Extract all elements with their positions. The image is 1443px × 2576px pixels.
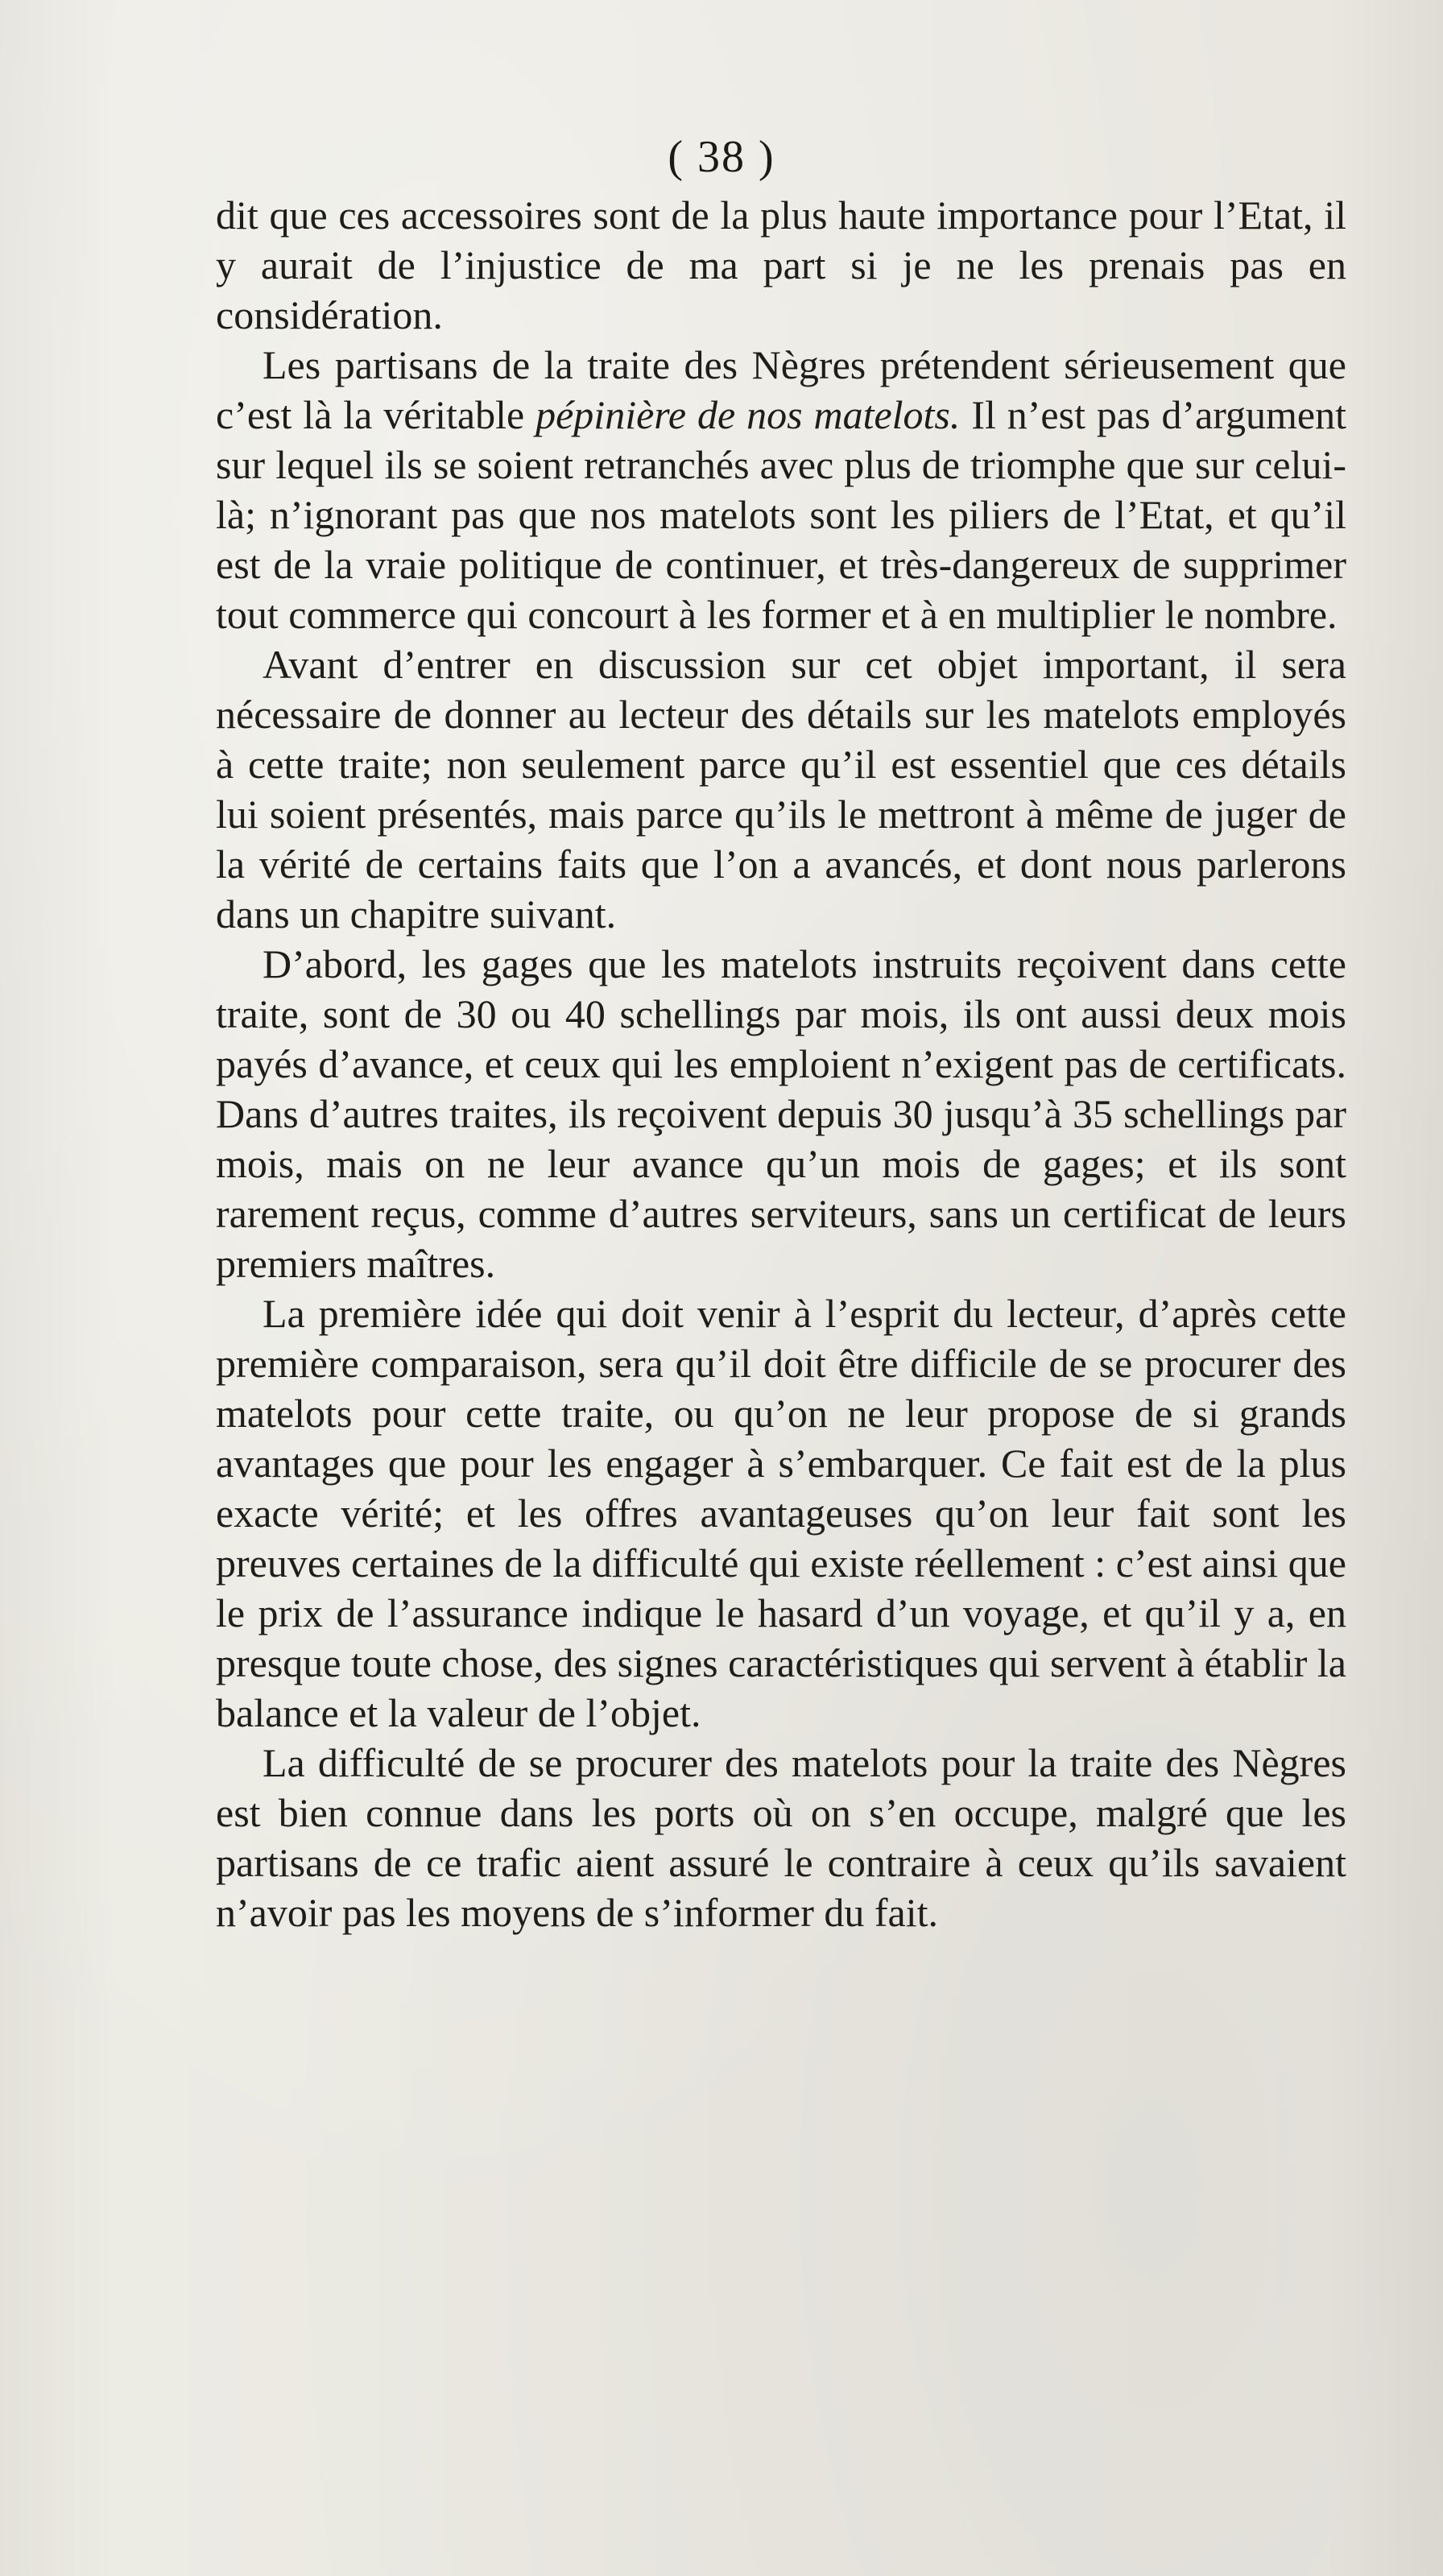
paragraph-4 (216, 939, 1346, 1288)
paragraph-2 (216, 340, 1346, 639)
paragraph-3 (216, 639, 1346, 939)
paragraph-2-italic-phrase: pépinière de nos matelots. (535, 392, 961, 437)
paragraph-2-text-a: Les partisans de la traite des Nègres prétendent sérieusement que c’est là la véritable (216, 342, 1346, 437)
paragraph-1-text: dit que ces accessoires sont de la plus haute importance pour l’Etat, il y aurait de l’injustice de ma part si je ne les prenais pas en considération. (216, 192, 1346, 337)
body-text (216, 190, 1346, 1937)
page-number: ( 38 ) (668, 132, 775, 182)
paragraph-3-text: Avant d’entrer en discussion sur cet objet important, il sera nécessaire de donner au lecteur des détails sur les matelots employés à cette traite; non seulement parce qu’il est essentiel que ces détails lui soient présentés, mais parce qu’ils le mettront à même de juger de la vérité de certains faits que l’on a avancés, et dont nous parlerons dans un chapitre suivant. (216, 642, 1346, 937)
paragraph-2-text-b: Il n’est pas d’argument sur lequel ils se soient retranchés avec plus de triomphe que sur celui-là; n’ignorant pas que nos matelots sont les piliers de l’Etat, et qu’il est de la vraie politique de continuer, et très-dangereux de supprimer tout commerce qui concourt à les former et à en multiplier le nombre. (216, 392, 1347, 637)
paragraph-1 (216, 190, 1346, 340)
paragraph-5-text: La première idée qui doit venir à l’esprit du lecteur, d’après cette première comparaison, sera qu’il doit être difficile de se procurer des matelots pour cette traite, ou qu’on ne leur propose de si grands avantages que pour les engager à s’embarquer. Ce fait est de la plus exacte vérité; et les offres avantageuses qu’on leur fait sont les preuves certaines de la difficulté qui existe réellement : c’est ainsi que le prix de l’assurance indique le hasard d’un voyage, et qu’il y a, en presque toute chose, des signes caractéristiques qui servent à établir la balance et la valeur de l’objet. (216, 1291, 1346, 1735)
paragraph-4-text: D’abord, les gages que les matelots instruits reçoivent dans cette traite, sont de 30 ou 40 schellings par mois, ils ont aussi deux mois payés d’avance, et ceux qui les emploient n’exigent pas de certificats. Dans d’autres traites, ils reçoivent depuis 30 jusqu’à 35 schellings par mois, mais on ne leur avance qu’un mois de gages; et ils sont rarement reçus, comme d’autres serviteurs, sans un certificat de leurs premiers maîtres. (216, 941, 1346, 1286)
paragraph-6-text: La difficulté de se procurer des matelots pour la traite des Nègres est bien connue dans les ports où on s’en occupe, malgré que les partisans de ce trafic aient assuré le contraire à ceux qu’ils savaient n’avoir pas les moyens de s’informer du fait. (216, 1740, 1346, 1935)
paragraph-5 (216, 1288, 1346, 1738)
paragraph-6 (216, 1738, 1346, 1937)
